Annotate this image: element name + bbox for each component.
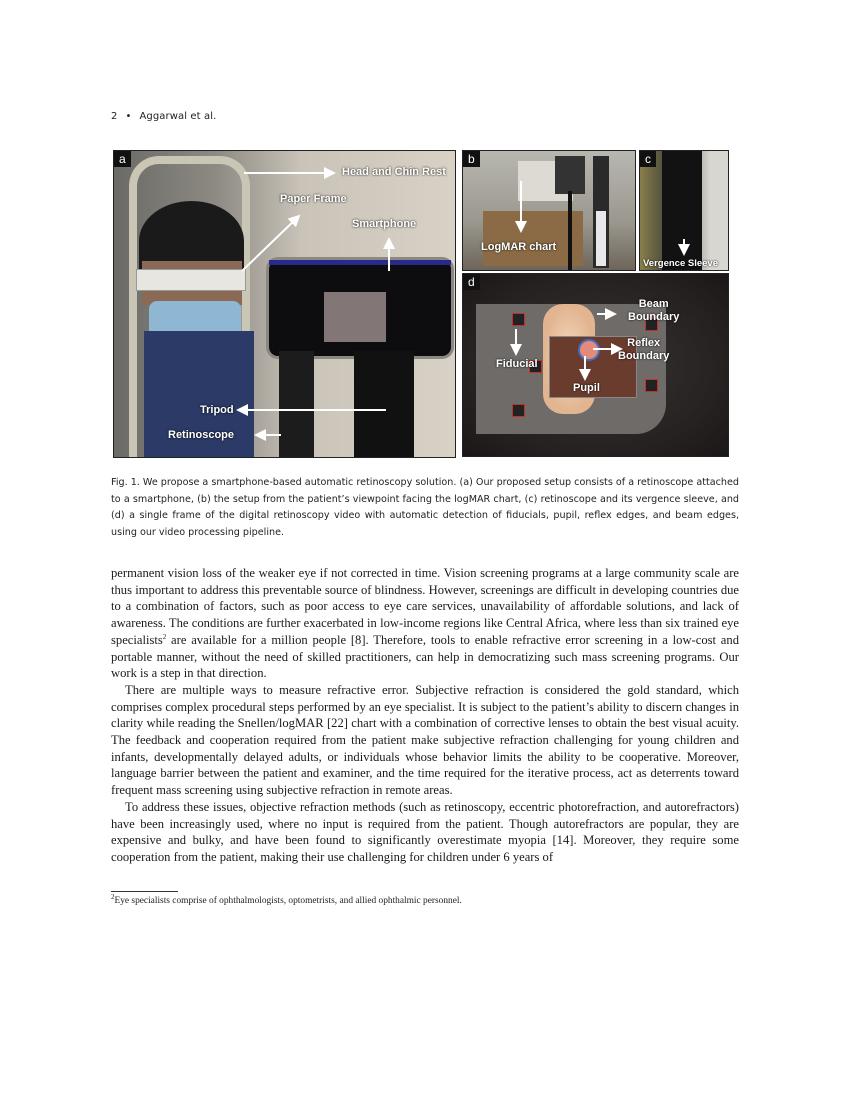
footnote (111, 892, 462, 906)
authors: Aggarwal et al. (139, 111, 217, 122)
annotation-tripod: Tripod (200, 404, 234, 416)
figure-panel-b (462, 150, 636, 271)
annotation-retinoscope: Retinoscope (168, 429, 235, 441)
panel-label-b: b (463, 151, 480, 167)
annotation-vergence-sleeve: Vergence Sleeve (643, 258, 718, 269)
panel-label-d: d (463, 274, 480, 290)
annotation-reflex-boundary: Reflex Boundary (618, 337, 670, 362)
annotation-smartphone: Smartphone (352, 218, 417, 230)
annotation-beam-boundary: Beam Boundary (628, 298, 680, 323)
paragraph-1: permanent vision loss of the weaker eye if not corrected in time. Vision screening programs at a large community scale are thus important to address this preventable source of blindness. However, screenings are difficult in developing countries due to a combination of factors, such as poor access to eye care services, unavailability of affordable solutions, and lack of awareness. The conditions are further exacerbated in low-income regions like Central Africa, where less than six trained eye specialists$^2$ are available for a million people [8]. Therefore, tools to enable refractive error screening in a low-cost and portable manner, without the need of skilled practitioners, can help in democratizing such mass screening programs. Our work is a step in that direction. (111, 566, 739, 681)
body-text (111, 565, 739, 866)
paragraph-2: There are multiple ways to measure refractive error. Subjective refraction is considered the gold standard, which comprises complex procedural steps performed by an eye specialist. It is subject to the patient’s ability to discern changes in clarity while reading the Snellen/logMAR [22] chart with a combination of corrective lenses to obtain the best visual acuity. The feedback and cooperation required from the patient make subjective refraction challenging for young children and infants, developmentally delayed adults, or individuals whose behavior limits the ability to be cooperative. Moreover, language barrier between the patient and examiner, and the time required for the iterative process, act as deterrents toward frequent mass screening using subjective refraction in remote areas. (111, 682, 739, 798)
footnote-text: Eye specialists comprise of ophthalmologists, optometrists, and allied ophthalmic personnel. (114, 896, 462, 906)
arrow-icons (640, 151, 728, 270)
panel-label-a: a (114, 151, 131, 167)
figure-panel-d (462, 273, 729, 457)
annotation-logmar-chart: LogMAR chart (481, 241, 557, 253)
figure-caption: Fig. 1. We propose a smartphone-based automatic retinoscopy solution. (a) Our proposed setup consists of a retinoscope attached to a smartphone, (b) the setup from the patient’s viewpoint facing the logMAR chart, (c) retinoscope and its vergence sleeve, and (d) a single frame of the digital retinoscopy video with automatic detection of fiducials, pupil, reflex edges, and beam edges, using our video processing pipeline. (111, 477, 739, 539)
footnote-mark: 2 (111, 892, 115, 901)
footnote-ref[interactable]: 2 (162, 632, 167, 641)
annotation-paper-frame: Paper Frame (280, 193, 347, 205)
paragraph-3: To address these issues, objective refraction methods (such as retinoscopy, eccentric photorefraction, and autorefractors) have been increasingly used, where no input is required from the patient. Though autorefractors are popular, they are expensive and bulky, and have been found to significantly overestimate myopia [14]. Moreover, they require some cooperation from the patient, making their use challenging for children under 6 years of (111, 799, 739, 864)
footnote-divider (111, 891, 178, 892)
annotation-fiducial: Fiducial (496, 358, 538, 370)
figure-panel-c (639, 150, 729, 271)
page-number: 2 (111, 111, 118, 122)
annotation-pupil: Pupil (573, 382, 600, 394)
annotation-head-chin-rest: Head and Chin Rest (342, 166, 446, 178)
running-head (111, 111, 216, 122)
figure-panel-a (113, 150, 456, 458)
separator: • (125, 111, 132, 122)
panel-label-c: c (640, 151, 656, 167)
